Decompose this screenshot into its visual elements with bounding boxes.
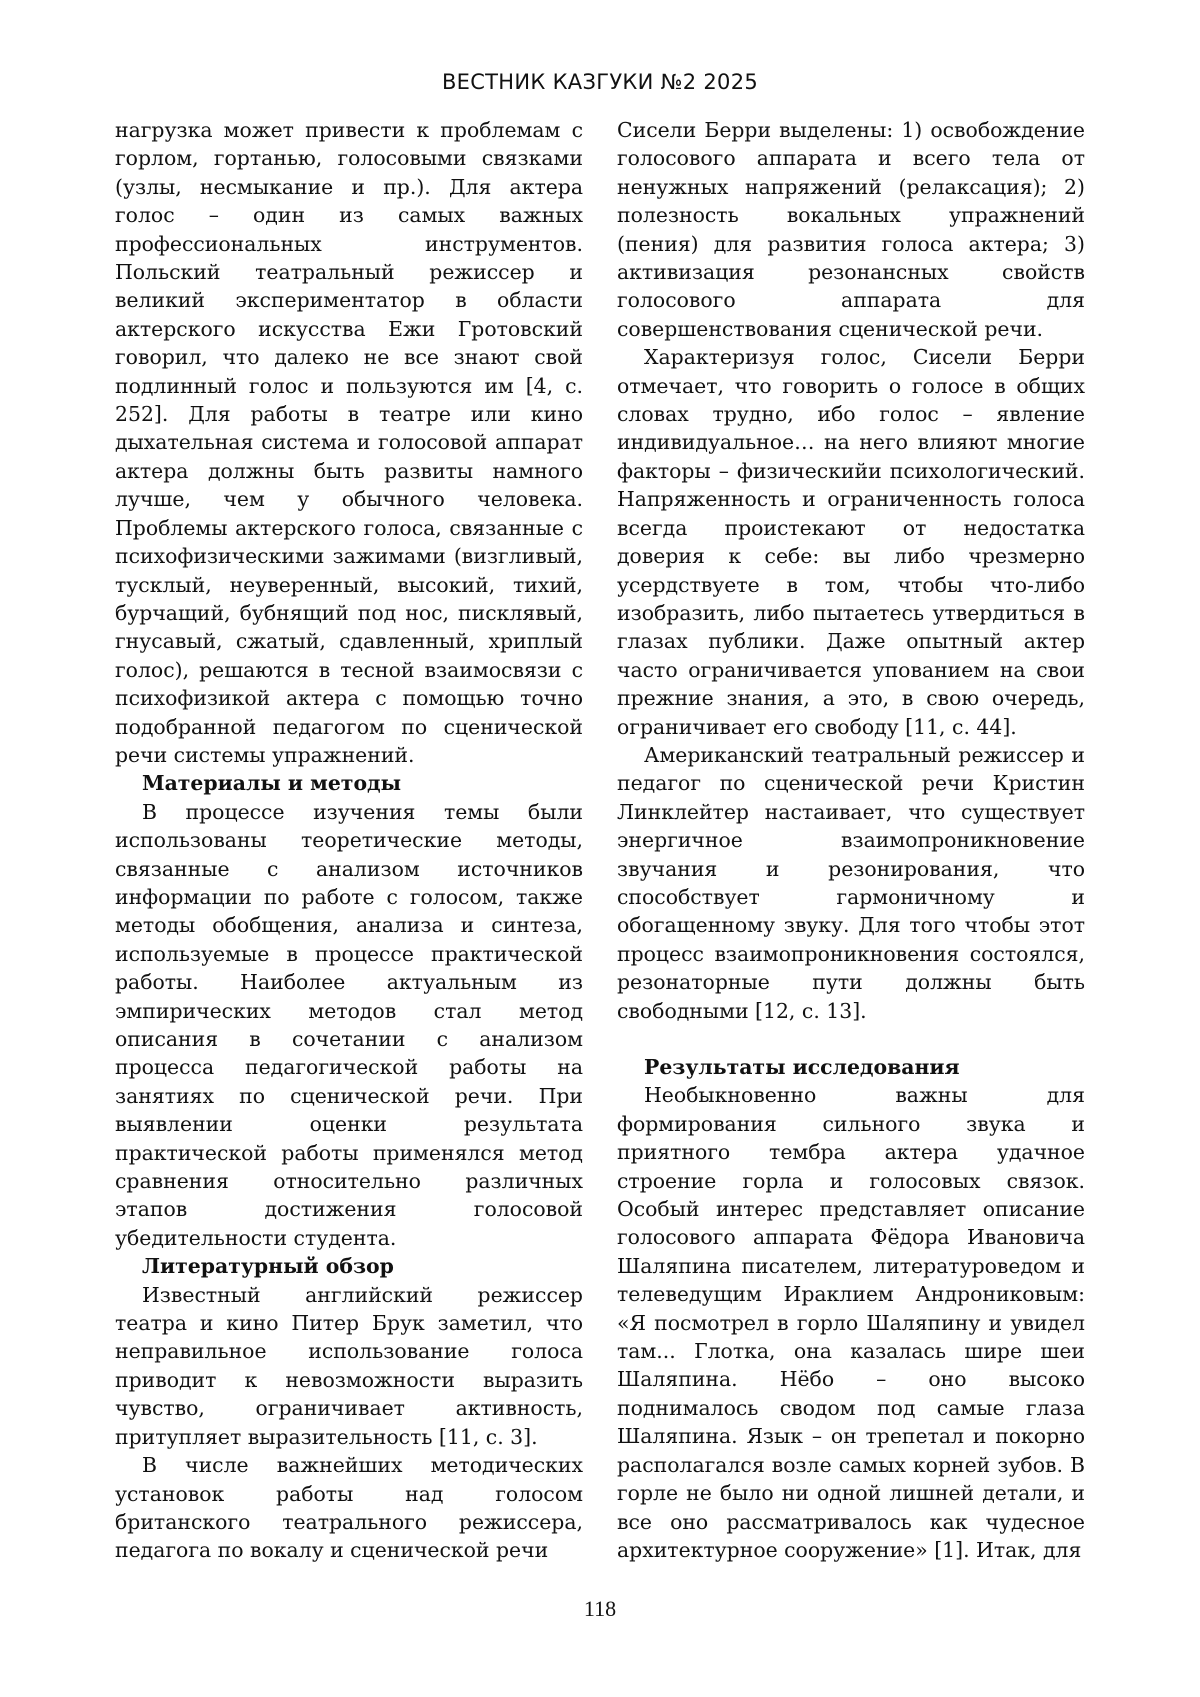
heading-results: Результаты исследования [644, 1055, 960, 1079]
section-gap [617, 1025, 1085, 1053]
paragraph-linklater: Американский театральный режиссер и педагог по сценической речи Кристин Линклейтер настаивает, что существует энергичное взаимопроникновение звучания и резонирования, что способствует гармоничному и обогащенному звуку. Для того чтобы этот процесс взаимопроникновения состоялся, резонаторные пути должны быть свободными [12, с. 13]. [617, 742, 1085, 1023]
heading-materials-methods: Материалы и методы [142, 771, 402, 796]
paragraph-berry-principles: Сисели Берри выделены: 1) освобождение голосового аппарата и всего тела от ненужных напряжений (релаксация); 2) полезность вокальных упражнений (пения) для развития голоса актера; 3) активизация резонансных свойств голосового аппарата для совершенствования сценической речи. [617, 118, 1085, 341]
paragraph-intro-continued: нагрузка может привести к проблемам с горлом, гортанью, голосовыми связками (узлы, несмыкание и пр.). Для актера голос – один из самых важных профессиональных инструментов. Польский театральный режиссер и великий экспериментатор в области актерского искусства Ежи Гротовский говорил, что далеко не все знают свой подлинный голос и пользуются им [4, с. 252]. Для работы в театре или кино дыхательная система и голосовой аппарат актера должны быть развиты намного лучше, чем у обычного человека. Проблемы актерского голоса, связанные с психофизическими зажимами (визгливый, тусклый, неуверенный, высокий, тихий, бурчащий, бубнящий под нос, писклявый, гнусавый, сжатый, сдавленный, хриплый голос), решаются в тесной взаимосвязи с психофизикой актера с помощью точно подобранной педагогом по сценической речи системы упражнений. [115, 118, 583, 767]
running-title: ВЕСТНИК КАЗГУКИ №2 2025 [441, 70, 759, 94]
paragraph-berry-voice: Характеризуя голос, Сисели Берри отмечает, что говорить о голосе в общих словах трудно, ибо голос – явление индивидуальное… на него влияют многие факторы – физическийи психологический. Напряженность и ограниченность голоса всегда проистекают от недостатка доверия к себе: вы либо чрезмерно усердствуете в том, чтобы что-либо изобразить, либо пытаетесь утвердиться в глазах публики. Даже опытный актер часто ограничивается упованием на свои прежние знания, а это, в свою очередь, ограничивает его свободу [11, с. 44]. [617, 345, 1085, 739]
page-number: 118 [583, 1596, 617, 1621]
right-column [617, 116, 1085, 1564]
paragraph-review-brook: Известный английский режиссер театра и кино Питер Брук заметил, что неправильное использование голоса приводит к невозможности выразить чувство, ограничивает активность, притупляет выразительность [11, с. 3]. [115, 1282, 583, 1449]
paragraph-review-berry: В числе важнейших методических установок работы над голосом британского театрального режиссера, педагога по вокалу и сценической речи [115, 1453, 583, 1563]
paragraph-methods: В процессе изучения темы были использованы теоретические методы, связанные с анализом источников информации по работе с голосом, также методы обобщения, анализа и синтеза, используемые в процессе практической работы. Наиболее актуальным из эмпирических методов стал метод описания в сочетании с анализом процесса педагогической работы на занятиях по сценической речи. При выявлении оценки результата практической работы применялся метод сравнения относительно различных этапов достижения голосовой убедительности студента. [115, 799, 583, 1250]
paragraph-results: Необыкновенно важны для формирования сильного звука и приятного тембра актера удачное строение горла и голосовых связок. Особый интерес представляет описание голосового аппарата Фёдора Ивановича Шаляпина писателем, литературоведом и телеведущим Ираклием Андрониковым: «Я посмотрел в горло Шаляпину и увидел там... Глотка, она казалась шире шеи Шаляпина. Нёбо – оно высоко поднималось сводом под самые глаза Шаляпина. Язык – он трепетал и покорно располагался возле самых корней зубов. В горле не было ни одной лишней детали, и все оно рассматривалось как чудесное архитектурное сооружение» [1]. Итак, для [617, 1083, 1085, 1562]
left-column [115, 116, 583, 1565]
heading-literature-review: Литературный обзор [142, 1254, 394, 1279]
